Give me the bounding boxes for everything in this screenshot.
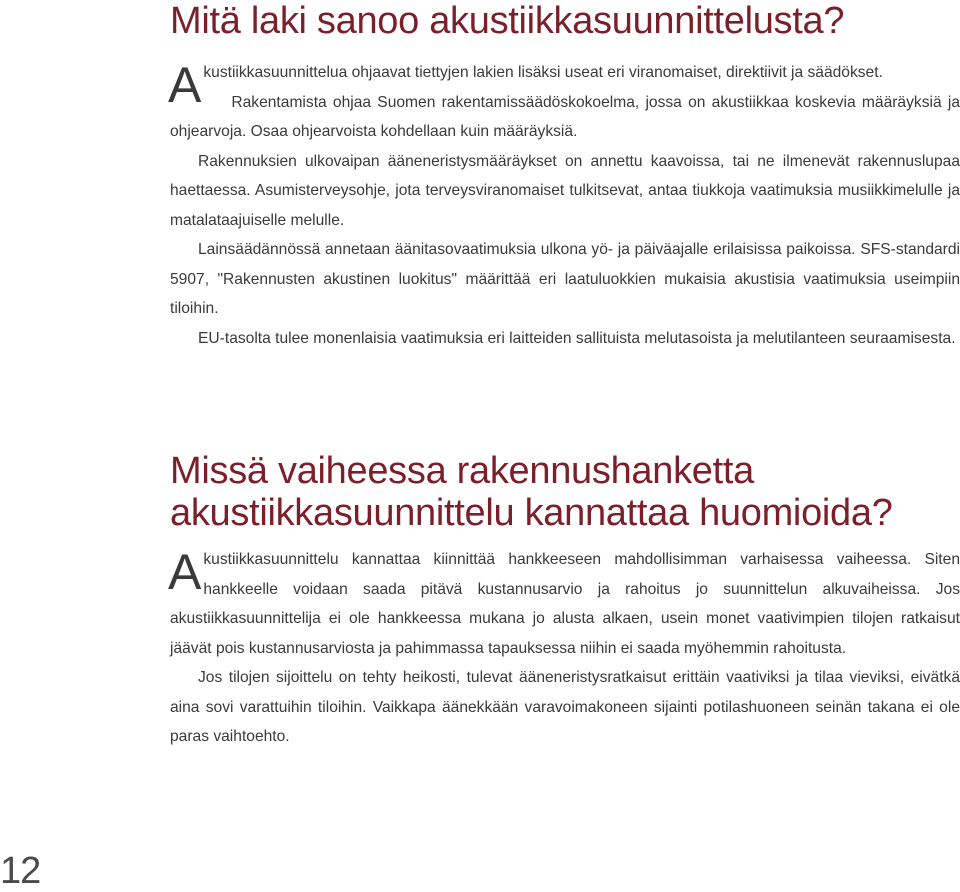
section-2-heading-line-2: akustiikkasuunnittelu kannattaa huomioida?: [170, 492, 893, 534]
section-1-body: [170, 58, 960, 353]
section-1-paragraph-4: Lainsäädännössä annetaan äänitasovaatimuksia ulkona yö- ja päiväajalle erilaisissa paikoissa. SFS-standardi 5907, "Rakennusten akustinen luokitus" määrittää eri laatuluokkien mukaisia akustisia vaatimuksia useimpiin tiloihin.: [170, 241, 960, 317]
section-2-paragraph-1: [170, 545, 960, 663]
section-2-paragraph-2: Jos tilojen sijoittelu on tehty heikosti, tulevat ääneneristysratkaisut erittäin vaativiksi ja tilaa vieviksi, eivätkä aina sovi varattuihin tiloihin. Vaikkapa äänekkään varavoimakoneen sijainti potilashuoneen seinän takana ei ole paras vaihtoehto.: [170, 669, 960, 745]
paragraph-text: kustiikkasuunnittelu kannattaa kiinnittää hankkeeseen mahdollisimman varhaisessa vaiheessa. Siten hankkeelle voidaan saada pitävä kustannusarvio ja rahoitus jo suunnittelun alkuvaiheissa. Jos akustiikkasuunnittelija ei ole hankkeessa mukana jo alusta alkaen, usein monet vaativimpien tilojen ratkaisut jäävät pois kustannusarviosta ja pahimmassa tapauksessa niihin ei saada myöhemmin rahoitusta.: [170, 551, 960, 657]
section-1-paragraph-1: [168, 57, 960, 113]
drop-cap: A: [168, 544, 202, 600]
section-1-paragraph-5: EU-tasolta tulee monenlaisia vaatimuksia eri laitteiden sallituista melutasoista ja melutilanteen seuraamisesta.: [198, 329, 956, 347]
page-number: 12: [0, 850, 41, 892]
section-1-paragraph-2: Rakentamista ohjaa Suomen rakentamissäädöskokoelma, jossa on akustiikkaa koskevia määräyksiä ja ohjearvoja. Osaa ohjearvoista kohdellaan kuin määräyksiä.: [170, 93, 960, 140]
drop-cap: A: [168, 57, 202, 113]
section-2-heading-line-1: Missä vaiheessa rakennushanketta: [170, 450, 754, 492]
section-2-heading: [170, 450, 893, 534]
section-2-body: [170, 545, 960, 752]
paragraph-text: kustiikkasuunnittelua ohjaavat tiettyjen lakien lisäksi useat eri viranomaiset, direktiivit ja säädökset.: [203, 64, 883, 81]
section-1-heading: Mitä laki sanoo akustiikkasuunnittelusta?: [170, 0, 845, 42]
section-1-paragraph-3: Rakennuksien ulkovaipan ääneneristysmääräykset on annettu kaavoissa, tai ne ilmenevät rakennuslupaa haettaessa. Asumisterveysohje, jota terveysviranomaiset tulkitsevat, antaa tiukkoja vaatimuksia musiikkimelulle ja matalataajuiselle melulle.: [170, 152, 960, 229]
